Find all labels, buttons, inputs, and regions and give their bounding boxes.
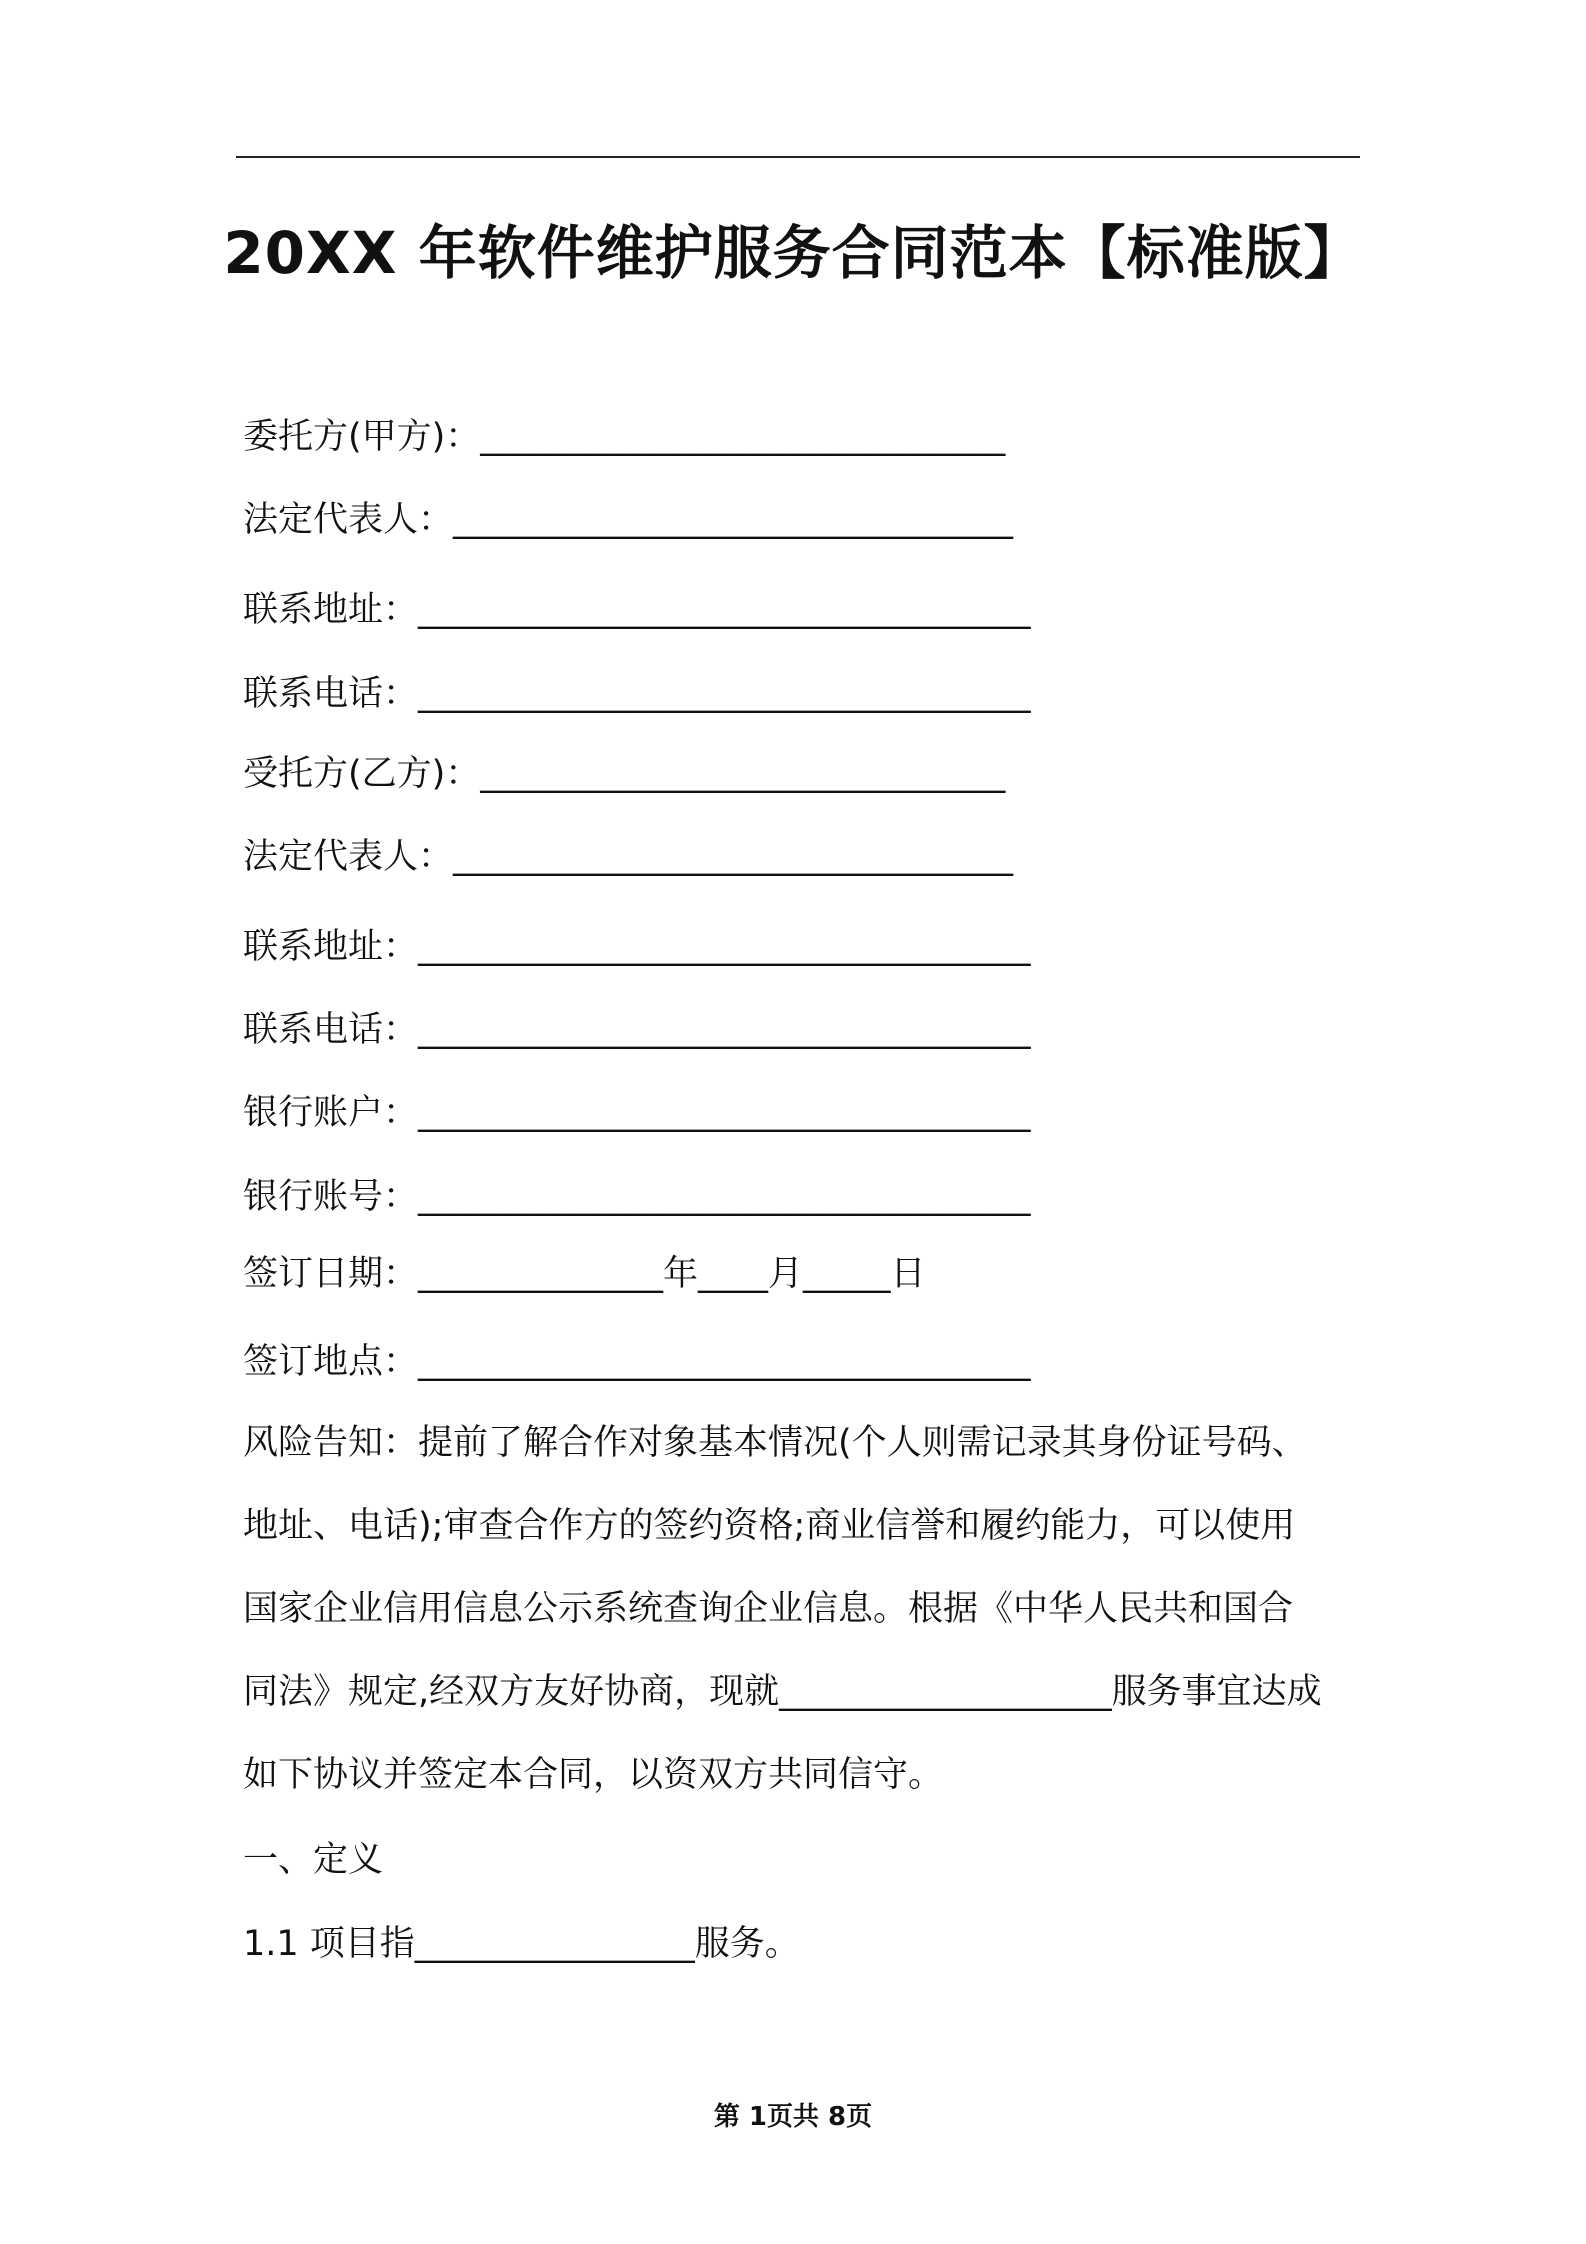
field-bank-account-name: 银行账户：___________________________________: [243, 1093, 1031, 1133]
field-signing-date: 签订日期：______________年____月_____日: [243, 1254, 926, 1294]
field-client-address: 联系地址：___________________________________: [243, 590, 1031, 630]
field-contractor-rep: 法定代表人：________________________________: [243, 837, 1014, 877]
field-contractor-phone: 联系电话：___________________________________: [243, 1010, 1031, 1050]
field-signing-place: 签订地点：___________________________________: [243, 1342, 1031, 1382]
risk-line: 国家企业信用信息公示系统查询企业信息。根据《中华人民共和国合: [243, 1589, 1294, 1629]
header-rule: [236, 156, 1360, 158]
risk-notice-paragraph: [243, 1402, 1363, 1817]
field-contractor: 受托方(乙方)：______________________________: [243, 754, 1006, 794]
risk-line: 地址、电话);审查合作方的签约资格;商业信誉和履约能力，可以使用: [243, 1506, 1296, 1546]
risk-line: 风险告知：提前了解合作对象基本情况(个人则需记录其身份证号码、: [243, 1423, 1307, 1463]
field-bank-account-number: 银行账号：___________________________________: [243, 1177, 1031, 1217]
field-contractor-address: 联系地址：___________________________________: [243, 927, 1031, 967]
page-footer: 第 1页共 8页: [713, 2102, 873, 2132]
field-client: 委托方(甲方)：______________________________: [243, 417, 1006, 457]
field-client-phone: 联系电话：___________________________________: [243, 674, 1031, 714]
risk-line: 如下协议并签定本合同，以资双方共同信守。: [243, 1755, 944, 1795]
risk-line: 同法》规定,经双方友好协商，现就___________________服务事宜达成: [243, 1672, 1322, 1712]
clause-1-1: 1.1 项目指________________服务。: [243, 1924, 800, 1964]
section-heading-definitions: 一、定义: [243, 1840, 384, 1880]
document-title: 20XX 年软件维护服务合同范本【标准版】: [223, 219, 1363, 287]
field-client-rep: 法定代表人：________________________________: [243, 500, 1014, 540]
